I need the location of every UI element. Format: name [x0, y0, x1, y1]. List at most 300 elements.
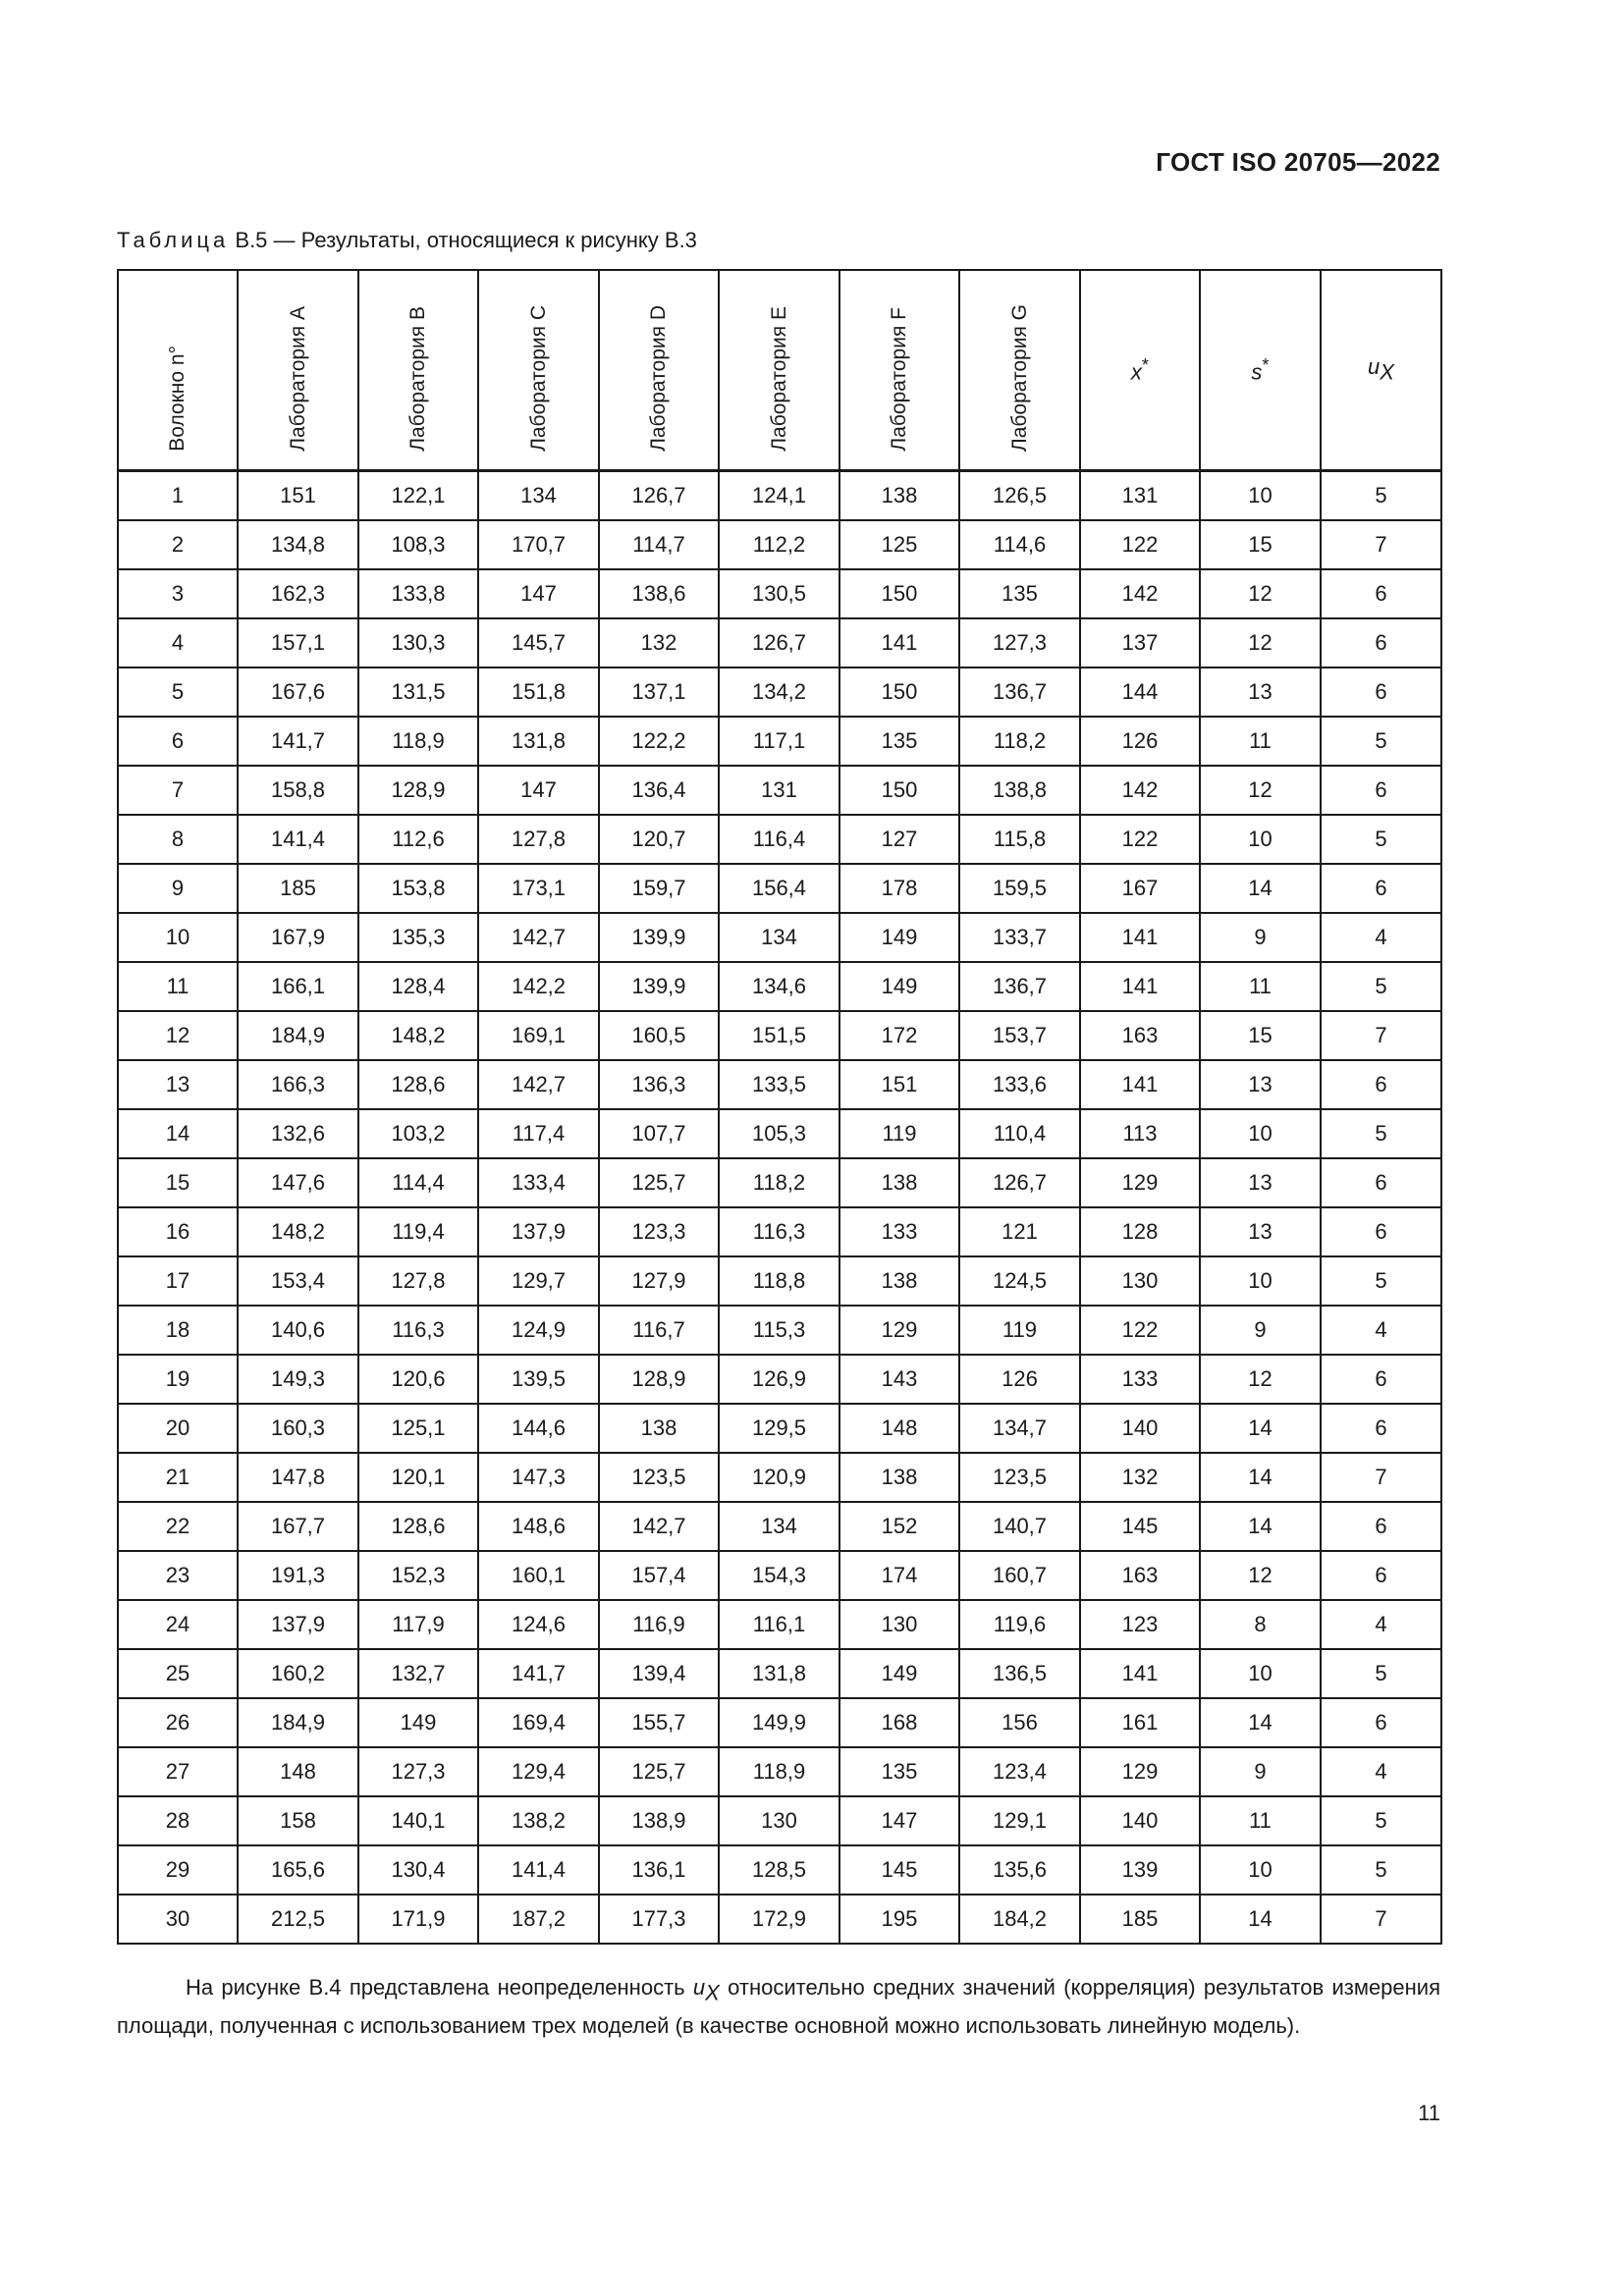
table-cell: 124,6 — [478, 1600, 599, 1649]
table-cell: 7 — [1321, 1453, 1441, 1502]
table-cell: 171,9 — [358, 1895, 478, 1944]
table-cell: 116,3 — [358, 1306, 478, 1355]
header-lab-g: Лаборатория G — [959, 270, 1080, 471]
table-cell: 29 — [118, 1845, 238, 1895]
table-cell: 149,9 — [719, 1698, 839, 1747]
table-cell: 4 — [118, 618, 238, 667]
header-fiber: Волокно n° — [118, 270, 238, 471]
table-cell: 137 — [1080, 618, 1200, 667]
table-cell: 139,5 — [478, 1355, 599, 1404]
table-row — [118, 1109, 1441, 1158]
table-cell: 159,7 — [599, 864, 719, 913]
table-cell: 127,3 — [358, 1747, 478, 1796]
table-cell: 184,2 — [959, 1895, 1080, 1944]
table-cell: 27 — [118, 1747, 238, 1796]
table-cell: 140 — [1080, 1796, 1200, 1845]
table-cell: 13 — [1200, 1060, 1321, 1109]
table-cell: 141 — [1080, 962, 1200, 1011]
table-body — [118, 471, 1441, 1945]
table-cell: 123,5 — [599, 1453, 719, 1502]
table-row — [118, 1060, 1441, 1109]
table-cell: 185 — [238, 864, 358, 913]
table-cell: 160,2 — [238, 1649, 358, 1698]
table-cell: 157,4 — [599, 1551, 719, 1600]
table-cell: 116,1 — [719, 1600, 839, 1649]
table-cell: 135,3 — [358, 913, 478, 962]
table-cell: 115,3 — [719, 1306, 839, 1355]
table-cell: 147 — [478, 569, 599, 618]
table-cell: 6 — [1321, 1404, 1441, 1453]
document-code: ГОСТ ISO 20705—2022 — [1156, 147, 1440, 177]
table-cell: 10 — [1200, 1109, 1321, 1158]
table-cell: 13 — [1200, 1158, 1321, 1207]
table-cell: 20 — [118, 1404, 238, 1453]
table-row — [118, 1551, 1441, 1600]
table-cell: 139 — [1080, 1845, 1200, 1895]
page-number: 11 — [1418, 2101, 1440, 2125]
table-cell: 117,4 — [478, 1109, 599, 1158]
table-cell: 143 — [839, 1355, 959, 1404]
table-cell: 140,7 — [959, 1502, 1080, 1551]
table-cell: 24 — [118, 1600, 238, 1649]
table-cell: 120,1 — [358, 1453, 478, 1502]
table-cell: 172 — [839, 1011, 959, 1060]
table-cell: 144 — [1080, 667, 1200, 717]
header-x-mean: x* — [1080, 270, 1200, 471]
table-row — [118, 717, 1441, 766]
table-row — [118, 913, 1441, 962]
table-header-row — [118, 270, 1441, 471]
table-cell: 148,6 — [478, 1502, 599, 1551]
table-cell: 149 — [358, 1698, 478, 1747]
table-cell: 138,6 — [599, 569, 719, 618]
table-cell: 7 — [1321, 1011, 1441, 1060]
table-cell: 172,9 — [719, 1895, 839, 1944]
table-cell: 170,7 — [478, 520, 599, 569]
table-cell: 157,1 — [238, 618, 358, 667]
table-row — [118, 1845, 1441, 1895]
table-cell: 116,4 — [719, 815, 839, 864]
table-cell: 160,5 — [599, 1011, 719, 1060]
table-cell: 141 — [839, 618, 959, 667]
table-cell: 10 — [1200, 1649, 1321, 1698]
table-cell: 124,1 — [719, 471, 839, 521]
table-cell: 187,2 — [478, 1895, 599, 1944]
table-cell: 11 — [1200, 1796, 1321, 1845]
table-cell: 184,9 — [238, 1011, 358, 1060]
table-cell: 134,8 — [238, 520, 358, 569]
table-cell: 134,2 — [719, 667, 839, 717]
table-cell: 166,1 — [238, 962, 358, 1011]
table-cell: 5 — [1321, 1796, 1441, 1845]
table-cell: 6 — [1321, 1207, 1441, 1256]
table-cell: 122 — [1080, 815, 1200, 864]
table-caption — [117, 228, 697, 253]
table-cell: 6 — [1321, 569, 1441, 618]
table-cell: 135 — [839, 1747, 959, 1796]
table-cell: 147 — [478, 766, 599, 815]
table-cell: 124,5 — [959, 1256, 1080, 1306]
table-cell: 167,6 — [238, 667, 358, 717]
header-s-std: s* — [1200, 270, 1321, 471]
table-cell: 128,6 — [358, 1060, 478, 1109]
table-cell: 5 — [1321, 1256, 1441, 1306]
table-cell: 191,3 — [238, 1551, 358, 1600]
table-cell: 133,4 — [478, 1158, 599, 1207]
table-cell: 122,2 — [599, 717, 719, 766]
table-cell: 10 — [1200, 815, 1321, 864]
table-cell: 155,7 — [599, 1698, 719, 1747]
table-cell: 4 — [1321, 1600, 1441, 1649]
table-cell: 140,6 — [238, 1306, 358, 1355]
table-cell: 138,9 — [599, 1796, 719, 1845]
table-cell: 130 — [1080, 1256, 1200, 1306]
table-cell: 160,3 — [238, 1404, 358, 1453]
table-row — [118, 471, 1441, 521]
table-cell: 9 — [1200, 1306, 1321, 1355]
table-cell: 129 — [839, 1306, 959, 1355]
table-cell: 6 — [1321, 766, 1441, 815]
table-cell: 142,2 — [478, 962, 599, 1011]
table-cell: 11 — [118, 962, 238, 1011]
table-cell: 127,8 — [478, 815, 599, 864]
table-cell: 130,3 — [358, 618, 478, 667]
table-cell: 14 — [1200, 864, 1321, 913]
table-cell: 133,7 — [959, 913, 1080, 962]
table-row — [118, 864, 1441, 913]
table-cell: 6 — [1321, 1158, 1441, 1207]
table-cell: 141,4 — [238, 815, 358, 864]
table-cell: 195 — [839, 1895, 959, 1944]
table-row — [118, 766, 1441, 815]
table-row — [118, 520, 1441, 569]
table-cell: 5 — [118, 667, 238, 717]
table-cell: 142,7 — [478, 913, 599, 962]
table-cell: 135 — [959, 569, 1080, 618]
table-cell: 17 — [118, 1256, 238, 1306]
table-cell: 165,6 — [238, 1845, 358, 1895]
table-cell: 134 — [719, 1502, 839, 1551]
table-cell: 130 — [719, 1796, 839, 1845]
table-row — [118, 1158, 1441, 1207]
table-cell: 6 — [1321, 1355, 1441, 1404]
table-cell: 6 — [1321, 1551, 1441, 1600]
table-cell: 158 — [238, 1796, 358, 1845]
table-row — [118, 1600, 1441, 1649]
table-cell: 125,1 — [358, 1404, 478, 1453]
table-cell: 7 — [118, 766, 238, 815]
table-row — [118, 962, 1441, 1011]
table-cell: 11 — [1200, 962, 1321, 1011]
table-cell: 9 — [1200, 1747, 1321, 1796]
table-cell: 132,7 — [358, 1649, 478, 1698]
table-cell: 141,7 — [478, 1649, 599, 1698]
table-cell: 150 — [839, 569, 959, 618]
table-cell: 125,7 — [599, 1747, 719, 1796]
table-row — [118, 1256, 1441, 1306]
body-paragraph: На рисунке В.4 представлена неопределенность $u_X$ относительно средних значений (корреляция) результатов измерения площади, полученная с использованием трех моделей (в качестве основной можно использовать линейную модель). — [117, 1975, 1440, 2039]
header-u-uncertainty: $u_X$ — [1321, 270, 1441, 471]
table-cell: 118,9 — [358, 717, 478, 766]
table-cell: 103,2 — [358, 1109, 478, 1158]
table-cell: 123,5 — [959, 1453, 1080, 1502]
table-cell: 116,3 — [719, 1207, 839, 1256]
header-lab-c: Лаборатория C — [478, 270, 599, 471]
table-cell: 129,4 — [478, 1747, 599, 1796]
table-cell: 6 — [118, 717, 238, 766]
table-cell: 105,3 — [719, 1109, 839, 1158]
table-cell: 177,3 — [599, 1895, 719, 1944]
table-cell: 2 — [118, 520, 238, 569]
header-lab-b: Лаборатория B — [358, 270, 478, 471]
table-row — [118, 1453, 1441, 1502]
table-cell: 134 — [478, 471, 599, 521]
table-cell: 13 — [1200, 667, 1321, 717]
results-table — [117, 269, 1442, 1945]
table-cell: 163 — [1080, 1551, 1200, 1600]
table-cell: 5 — [1321, 815, 1441, 864]
table-cell: 5 — [1321, 717, 1441, 766]
table-row — [118, 1895, 1441, 1944]
table-cell: 4 — [1321, 913, 1441, 962]
table-cell: 10 — [118, 913, 238, 962]
table-row — [118, 1649, 1441, 1698]
table-cell: 151,5 — [719, 1011, 839, 1060]
table-cell: 160,7 — [959, 1551, 1080, 1600]
header-lab-d: Лаборатория D — [599, 270, 719, 471]
table-cell: 136,4 — [599, 766, 719, 815]
table-cell: 128,9 — [599, 1355, 719, 1404]
table-cell: 136,7 — [959, 667, 1080, 717]
table-cell: 127,3 — [959, 618, 1080, 667]
table-cell: 132,6 — [238, 1109, 358, 1158]
table-cell: 12 — [1200, 1551, 1321, 1600]
table-caption-text: В.5 — Результаты, относящиеся к рисунку В.3 — [235, 228, 697, 252]
table-cell: 139,4 — [599, 1649, 719, 1698]
table-cell: 114,4 — [358, 1158, 478, 1207]
table-cell: 151 — [238, 471, 358, 521]
table-cell: 126,7 — [599, 471, 719, 521]
table-cell: 138 — [599, 1404, 719, 1453]
table-row — [118, 1207, 1441, 1256]
table-cell: 142,7 — [599, 1502, 719, 1551]
table-cell: 125,7 — [599, 1158, 719, 1207]
table-cell: 128,9 — [358, 766, 478, 815]
table-cell: 116,9 — [599, 1600, 719, 1649]
table-cell: 148 — [238, 1747, 358, 1796]
table-cell: 114,6 — [959, 520, 1080, 569]
header-lab-e: Лаборатория E — [719, 270, 839, 471]
table-cell: 184,9 — [238, 1698, 358, 1747]
table-cell: 136,3 — [599, 1060, 719, 1109]
table-cell: 138,8 — [959, 766, 1080, 815]
table-row — [118, 1404, 1441, 1453]
table-cell: 141 — [1080, 1060, 1200, 1109]
table-cell: 112,6 — [358, 815, 478, 864]
table-cell: 152 — [839, 1502, 959, 1551]
table-cell: 151,8 — [478, 667, 599, 717]
table-cell: 8 — [118, 815, 238, 864]
table-cell: 22 — [118, 1502, 238, 1551]
table-cell: 126 — [1080, 717, 1200, 766]
table-cell: 141 — [1080, 913, 1200, 962]
table-cell: 115,8 — [959, 815, 1080, 864]
table-cell: 136,1 — [599, 1845, 719, 1895]
table-cell: 159,5 — [959, 864, 1080, 913]
table-cell: 130,4 — [358, 1845, 478, 1895]
table-cell: 12 — [118, 1011, 238, 1060]
table-cell: 148,2 — [238, 1207, 358, 1256]
table-row — [118, 618, 1441, 667]
table-cell: 128,4 — [358, 962, 478, 1011]
table-cell: 150 — [839, 766, 959, 815]
table-row — [118, 1355, 1441, 1404]
table-cell: 163 — [1080, 1011, 1200, 1060]
table-cell: 152,3 — [358, 1551, 478, 1600]
table-cell: 133,5 — [719, 1060, 839, 1109]
table-cell: 122 — [1080, 1306, 1200, 1355]
table-cell: 147,6 — [238, 1158, 358, 1207]
table-cell: 30 — [118, 1895, 238, 1944]
table-row — [118, 1747, 1441, 1796]
table-cell: 136,7 — [959, 962, 1080, 1011]
table-cell: 135 — [839, 717, 959, 766]
table-cell: 117,1 — [719, 717, 839, 766]
table-cell: 141,7 — [238, 717, 358, 766]
table-cell: 168 — [839, 1698, 959, 1747]
table-cell: 123 — [1080, 1600, 1200, 1649]
table-cell: 26 — [118, 1698, 238, 1747]
table-cell: 119,6 — [959, 1600, 1080, 1649]
table-cell: 173,1 — [478, 864, 599, 913]
table-cell: 135,6 — [959, 1845, 1080, 1895]
table-cell: 134,7 — [959, 1404, 1080, 1453]
table-cell: 138,2 — [478, 1796, 599, 1845]
table-cell: 129 — [1080, 1747, 1200, 1796]
table-cell: 5 — [1321, 1845, 1441, 1895]
table-cell: 134,6 — [719, 962, 839, 1011]
table-cell: 126,7 — [719, 618, 839, 667]
table-cell: 110,4 — [959, 1109, 1080, 1158]
table-cell: 118,9 — [719, 1747, 839, 1796]
table-cell: 127,9 — [599, 1256, 719, 1306]
table-cell: 13 — [1200, 1207, 1321, 1256]
table-cell: 10 — [1200, 1845, 1321, 1895]
table-cell: 119 — [959, 1306, 1080, 1355]
table-cell: 161 — [1080, 1698, 1200, 1747]
table-cell: 147,8 — [238, 1453, 358, 1502]
table-cell: 156 — [959, 1698, 1080, 1747]
table-cell: 130,5 — [719, 569, 839, 618]
table-cell: 174 — [839, 1551, 959, 1600]
table-cell: 131,5 — [358, 667, 478, 717]
table-cell: 7 — [1321, 1895, 1441, 1944]
table-cell: 119 — [839, 1109, 959, 1158]
table-cell: 138 — [839, 1256, 959, 1306]
table-cell: 137,1 — [599, 667, 719, 717]
table-cell: 28 — [118, 1796, 238, 1845]
table-cell: 185 — [1080, 1895, 1200, 1944]
table-cell: 23 — [118, 1551, 238, 1600]
table-row — [118, 1306, 1441, 1355]
table-cell: 122,1 — [358, 471, 478, 521]
table-row — [118, 1698, 1441, 1747]
table-cell: 147 — [839, 1796, 959, 1845]
table-cell: 131,8 — [719, 1649, 839, 1698]
table-cell: 134 — [719, 913, 839, 962]
table-cell: 129,1 — [959, 1796, 1080, 1845]
header-lab-f: Лаборатория F — [839, 270, 959, 471]
table-cell: 12 — [1200, 569, 1321, 618]
table-cell: 113 — [1080, 1109, 1200, 1158]
table-cell: 5 — [1321, 1109, 1441, 1158]
table-cell: 6 — [1321, 667, 1441, 717]
table-cell: 139,9 — [599, 913, 719, 962]
table-cell: 1 — [118, 471, 238, 521]
table-cell: 12 — [1200, 766, 1321, 815]
table-cell: 11 — [1200, 717, 1321, 766]
table-cell: 127,8 — [358, 1256, 478, 1306]
table-cell: 150 — [839, 667, 959, 717]
table-cell: 112,2 — [719, 520, 839, 569]
table-cell: 138 — [839, 1453, 959, 1502]
table-cell: 123,4 — [959, 1747, 1080, 1796]
table-cell: 117,9 — [358, 1600, 478, 1649]
table-cell: 8 — [1200, 1600, 1321, 1649]
table-cell: 141,4 — [478, 1845, 599, 1895]
table-cell: 6 — [1321, 1502, 1441, 1551]
table-cell: 122 — [1080, 520, 1200, 569]
table-cell: 137,9 — [478, 1207, 599, 1256]
table-cell: 120,9 — [719, 1453, 839, 1502]
header-lab-a: Лаборатория A — [238, 270, 358, 471]
table-cell: 162,3 — [238, 569, 358, 618]
table-cell: 126 — [959, 1355, 1080, 1404]
table-cell: 5 — [1321, 962, 1441, 1011]
table-cell: 149,3 — [238, 1355, 358, 1404]
table-caption-prefix: Таблица — [117, 228, 230, 252]
table-cell: 107,7 — [599, 1109, 719, 1158]
table-cell: 10 — [1200, 471, 1321, 521]
table-cell: 6 — [1321, 1698, 1441, 1747]
table-cell: 140,1 — [358, 1796, 478, 1845]
table-cell: 169,1 — [478, 1011, 599, 1060]
table-cell: 4 — [1321, 1306, 1441, 1355]
table-cell: 126,9 — [719, 1355, 839, 1404]
table-cell: 160,1 — [478, 1551, 599, 1600]
table-cell: 129 — [1080, 1158, 1200, 1207]
table-cell: 167,9 — [238, 913, 358, 962]
table-cell: 149 — [839, 913, 959, 962]
table-cell: 145 — [839, 1845, 959, 1895]
table-cell: 142 — [1080, 766, 1200, 815]
table-cell: 133 — [1080, 1355, 1200, 1404]
table-cell: 10 — [1200, 1256, 1321, 1306]
table-cell: 128,5 — [719, 1845, 839, 1895]
table-cell: 167 — [1080, 864, 1200, 913]
table-cell: 14 — [1200, 1404, 1321, 1453]
table-cell: 138 — [839, 471, 959, 521]
table-cell: 121 — [959, 1207, 1080, 1256]
table-cell: 131 — [719, 766, 839, 815]
table-cell: 118,8 — [719, 1256, 839, 1306]
table-cell: 5 — [1321, 1649, 1441, 1698]
table-cell: 148 — [839, 1404, 959, 1453]
table-cell: 148,2 — [358, 1011, 478, 1060]
table-cell: 6 — [1321, 618, 1441, 667]
table-cell: 119,4 — [358, 1207, 478, 1256]
table-cell: 151 — [839, 1060, 959, 1109]
